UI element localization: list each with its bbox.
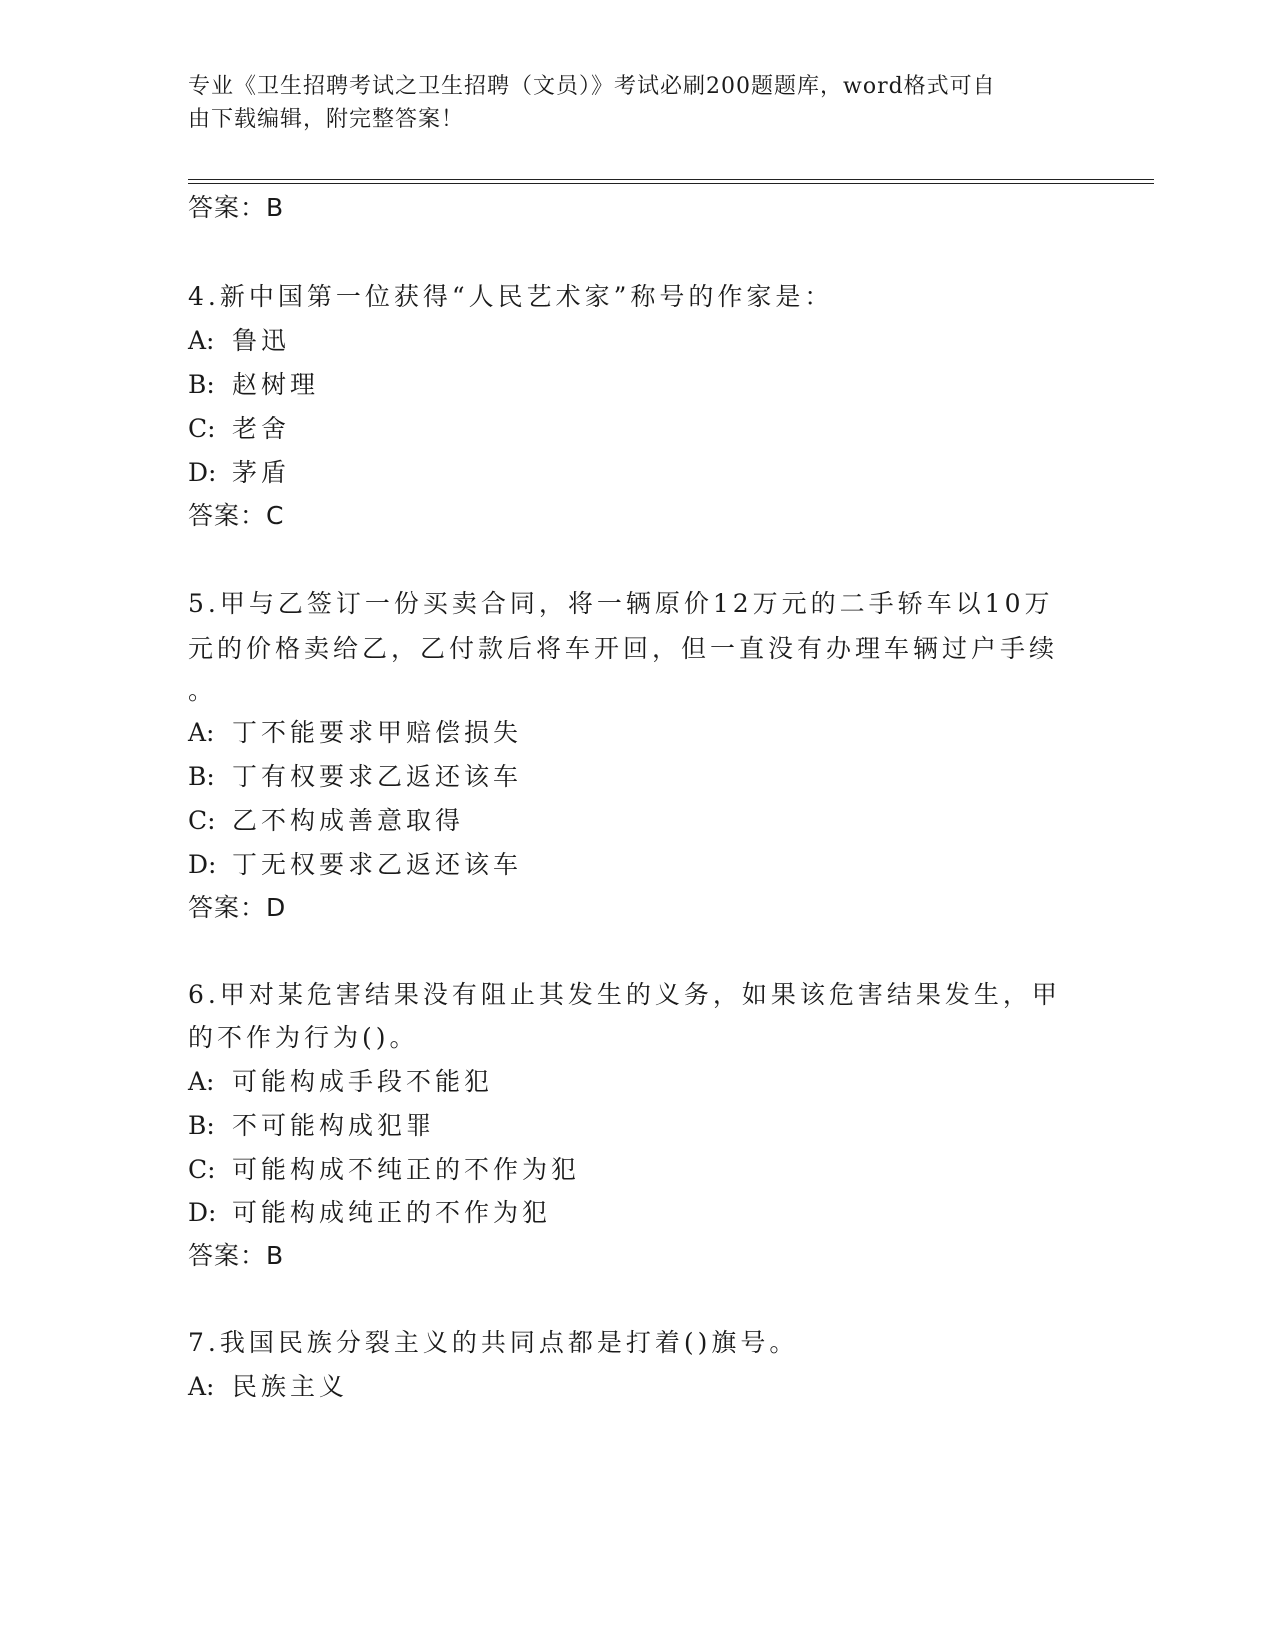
header-text-line-2: 由下载编辑，附完整答案！ <box>188 107 465 132</box>
question-6-option-b <box>188 1110 1088 1142</box>
option-label: B: <box>188 370 215 399</box>
option-text: 丁无权要求乙返还该车 <box>232 850 523 879</box>
option-text: 鲁迅 <box>232 326 291 355</box>
option-text: 丁有权要求乙返还该车 <box>232 762 523 791</box>
question-6-stem-line-1: 6.甲对某危害结果没有阻止其发生的义务，如果该危害结果发生，甲 <box>188 980 1061 1009</box>
option-text: 民族主义 <box>232 1372 349 1401</box>
answer-previous: 答案：B <box>188 193 285 222</box>
option-label: C: <box>188 806 216 835</box>
option-text: 可能构成纯正的不作为犯 <box>232 1198 552 1227</box>
question-5-stem-line-2: 元的价格卖给乙，乙付款后将车开回，但一直没有办理车辆过户手续 <box>188 634 1059 663</box>
option-label: A: <box>188 1372 215 1401</box>
question-6-stem-line-2: 的不作为行为()。 <box>188 1023 419 1052</box>
option-label: D: <box>188 850 217 879</box>
question-4-option-d <box>188 457 1088 489</box>
header-rule-bottom <box>188 183 1154 184</box>
question-5-option-a <box>188 717 1088 749</box>
answer-question-4: 答案：C <box>188 501 285 530</box>
question-5-stem-line-3: 。 <box>188 676 218 705</box>
question-4-option-b <box>188 369 1088 401</box>
option-text: 可能构成手段不能犯 <box>232 1067 494 1096</box>
option-text: 赵树理 <box>232 370 320 399</box>
question-5-option-d <box>188 849 1088 881</box>
question-4-option-c <box>188 413 1088 445</box>
option-label: A: <box>188 718 215 747</box>
option-text: 乙不构成善意取得 <box>232 806 465 835</box>
option-text: 可能构成不纯正的不作为犯 <box>232 1155 581 1184</box>
option-text: 老舍 <box>232 414 291 443</box>
option-label: A: <box>188 1067 215 1096</box>
question-6-option-c <box>188 1154 1088 1186</box>
header-rule-top <box>188 179 1154 180</box>
header-text-line-1: 专业《卫生招聘考试之卫生招聘（文员）》考试必刷200题题库，word格式可自 <box>188 74 996 99</box>
option-label: B: <box>188 762 215 791</box>
question-6-option-a <box>188 1066 1088 1098</box>
option-label: C: <box>188 414 216 443</box>
option-text: 丁不能要求甲赔偿损失 <box>232 718 523 747</box>
option-label: B: <box>188 1111 215 1140</box>
question-4-option-a <box>188 325 1088 357</box>
question-5-stem-line-1: 5.甲与乙签订一份买卖合同，将一辆原价12万元的二手轿车以10万 <box>188 589 1054 618</box>
question-6-option-d <box>188 1197 1088 1229</box>
option-label: D: <box>188 458 217 487</box>
question-4-stem: 4.新中国第一位获得“人民艺术家”称号的作家是： <box>188 282 834 311</box>
answer-question-5: 答案：D <box>188 893 287 922</box>
question-5-option-c <box>188 805 1088 837</box>
option-text: 茅盾 <box>232 458 291 487</box>
question-7-option-a <box>188 1371 1088 1403</box>
option-text: 不可能构成犯罪 <box>232 1111 436 1140</box>
question-7-stem: 7.我国民族分裂主义的共同点都是打着()旗号。 <box>188 1328 799 1357</box>
option-label: A: <box>188 326 215 355</box>
option-label: C: <box>188 1155 216 1184</box>
question-5-option-b <box>188 761 1088 793</box>
answer-question-6: 答案：B <box>188 1241 285 1270</box>
option-label: D: <box>188 1198 217 1227</box>
